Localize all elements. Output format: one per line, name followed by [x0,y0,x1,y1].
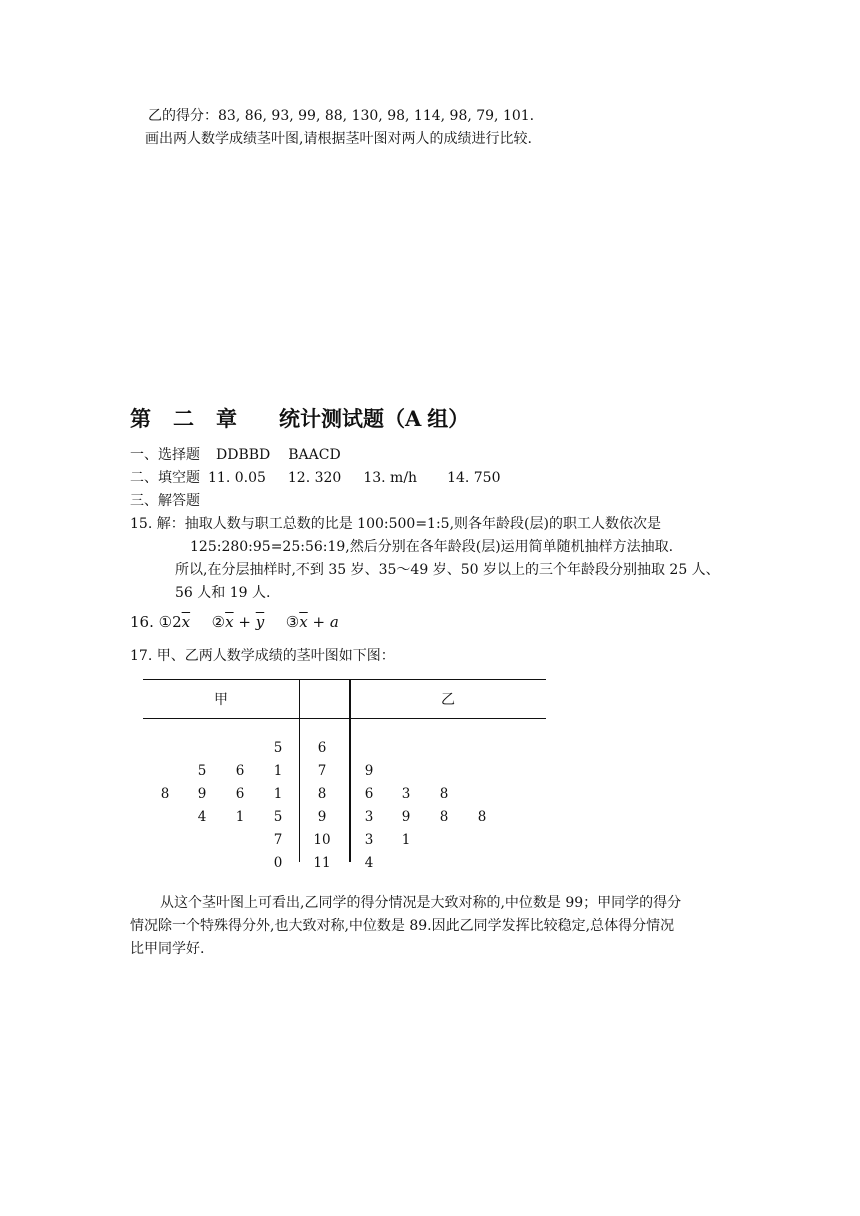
leaf-left: 1 [235,809,245,825]
leaf-right: 8 [477,809,487,825]
leaf-right: 6 [364,786,374,802]
q16-ans1-xbar: $\overline{x}$ [181,613,191,631]
q16-circle-1: ① [158,613,173,631]
leaf-left: 4 [197,809,207,825]
title-part-6: 组） [427,406,470,431]
conclusion-line-1: 从这个茎叶图上可看出,乙同学的得分情况是大致对称的,中位数是 99；甲同学的得分 [160,895,682,911]
leaf-left: 1 [273,786,283,802]
q16-ans2-xbar: $\overline{x}$ [225,613,234,631]
q16-ans2-plus: + [238,613,251,631]
fill-answer-13: 13. m/h [363,470,418,486]
q16-ans3-plus: + [312,613,326,631]
score-line-yi: 乙的得分：83, 86, 93, 99, 88, 130, 98, 114, 98, 79, 101. [148,108,535,124]
q16-number: 16. [130,613,154,631]
fill-answer-14: 14. 750 [447,470,501,486]
section-choice [130,445,341,465]
q16-circle-2: ② [211,613,226,631]
section-fill [130,468,501,488]
leaf-right: 8 [439,786,449,802]
chapter-title [130,404,469,434]
leaf-left: 5 [273,809,283,825]
leaf-right: 1 [401,832,411,848]
stem-value: 9 [317,809,327,825]
leaf-right: 3 [401,786,411,802]
stem-value: 6 [317,740,327,756]
leaf-right: 8 [439,809,449,825]
stem-value: 8 [317,786,327,802]
conclusion-line-2: 情况除一个特殊得分外,也大致对称,中位数是 89.因此乙同学发挥比较稳定,总体得分情况 [130,918,675,934]
fill-answer-11: 11. 0.05 [208,470,266,486]
leaf-left: 5 [273,740,283,756]
leaf-right: 3 [364,809,374,825]
instruction-line: 画出两人数学成绩茎叶图,请根据茎叶图对两人的成绩进行比较. [145,131,532,147]
leaf-left: 6 [235,786,245,802]
table-top-rule [143,679,546,680]
leaf-left: 1 [273,763,283,779]
fill-answer-12: 12. 320 [287,470,342,486]
q16-circle-3: ③ [285,613,300,631]
leaf-left: 7 [273,832,283,848]
section-choice-label: 一、选择题 [130,447,200,463]
leaf-left: 5 [197,763,207,779]
leaf-left: 6 [235,763,245,779]
leaf-right: 9 [401,809,411,825]
choice-answers-1: DDBBD [216,447,271,463]
leaf-right: 4 [364,855,374,871]
leaf-right: 3 [364,832,374,848]
left-divider [299,679,300,862]
section-solve-label: 三、解答题 [130,493,200,509]
q16-ans3-xbar: $\overline{x}$ [299,613,308,631]
title-part-3: 章 [216,406,237,431]
header-yi: 乙 [441,692,455,708]
title-part-1: 第 [130,406,151,431]
q15-line-2: 125:280:95=25:56:19,然后分别在各年龄段(层)运用简单随机抽样方法抽取. [190,539,674,555]
q16-ans3-a: a [329,613,339,631]
title-part-4: 统计测试题（ [279,406,405,431]
header-jia: 甲 [214,692,228,708]
q16-answers [130,612,339,632]
q16-ans2-ybar: $\overline{y}$ [255,613,265,631]
leaf-right: 9 [364,763,374,779]
q16-ans1-coef: 2 [172,613,182,631]
q15-line-4: 56 人和 19 人. [175,585,271,601]
leaf-left: 9 [197,786,207,802]
choice-answers-2: BAACD [288,447,341,463]
stem-value: 10 [313,832,331,848]
q15-line-3: 所以,在分层抽样时,不到 35 岁、35～49 岁、50 岁以上的三个年龄段分别抽取 25 人、 [175,562,720,578]
section-fill-label: 二、填空题 [130,470,200,486]
title-part-2: 二 [173,406,194,431]
conclusion-line-3: 比甲同学好. [130,941,205,957]
stem-value: 11 [313,855,331,871]
q15-line-1: 15. 解：抽取人数与职工总数的比是 100:500=1:5,则各年龄段(层)的职工人数依次是 [130,516,661,532]
stem-value: 7 [317,763,327,779]
title-part-5: A [405,406,422,431]
table-header-rule [143,718,546,719]
leaf-left: 0 [273,855,283,871]
leaf-left: 8 [160,786,170,802]
q17-intro: 17. 甲、乙两人数学成绩的茎叶图如下图： [130,648,395,664]
